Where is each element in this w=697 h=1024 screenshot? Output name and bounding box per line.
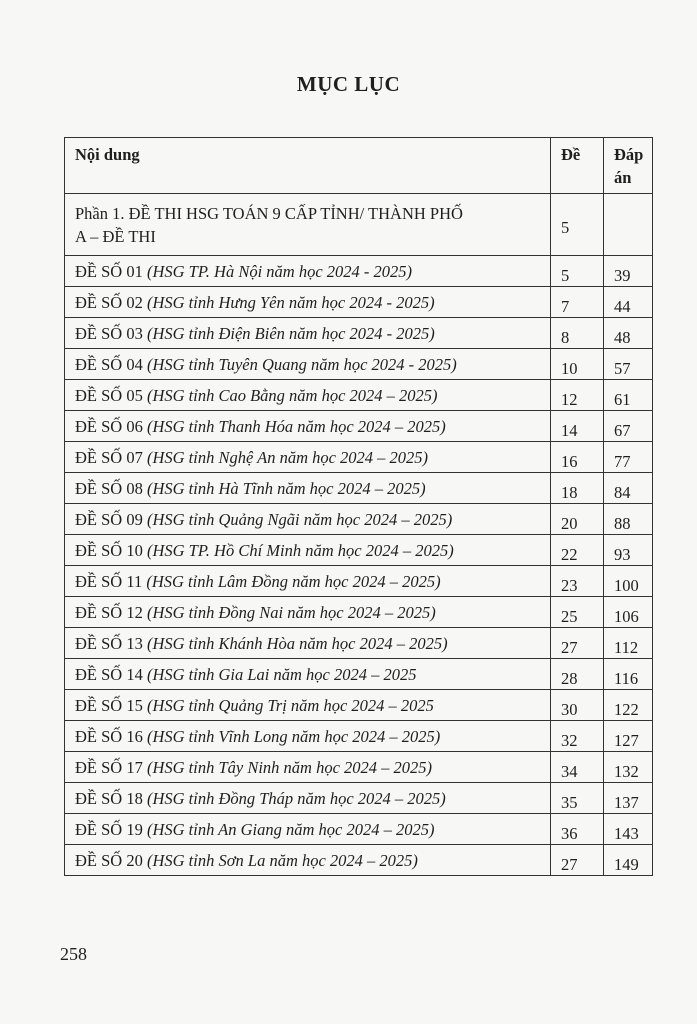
row-detail: (HSG tỉnh Sơn La năm học 2024 – 2025) — [146, 850, 418, 870]
table-row — [65, 349, 653, 380]
table-row — [65, 287, 653, 318]
row-detail: (HSG tỉnh Hà Tĩnh năm học 2024 – 2025) — [146, 478, 426, 498]
row-exam-page: 36 — [551, 814, 604, 845]
row-detail: (HSG tỉnh Vĩnh Long năm học 2024 – 2025) — [146, 726, 441, 746]
row-answer-page: 137 — [604, 783, 653, 814]
row-content — [65, 783, 551, 814]
row-content — [65, 721, 551, 752]
row-label: ĐỀ SỐ 01 — [75, 261, 143, 281]
table-row — [65, 473, 653, 504]
row-label: ĐỀ SỐ 03 — [75, 323, 143, 343]
part-title — [65, 194, 551, 256]
row-label: ĐỀ SỐ 14 — [75, 664, 143, 684]
table-row — [65, 752, 653, 783]
header-content: Nội dung — [65, 138, 551, 194]
row-label: ĐỀ SỐ 02 — [75, 292, 143, 312]
row-exam-page: 5 — [551, 256, 604, 287]
row-answer-page: 48 — [604, 318, 653, 349]
table-row — [65, 442, 653, 473]
row-detail: (HSG TP. Hồ Chí Minh năm học 2024 – 2025) — [146, 540, 454, 560]
row-detail: (HSG tỉnh Điện Biên năm học 2024 - 2025) — [146, 323, 435, 343]
row-answer-page: 57 — [604, 349, 653, 380]
row-exam-page: 27 — [551, 628, 604, 659]
row-detail: (HSG tỉnh Khánh Hòa năm học 2024 – 2025) — [146, 633, 448, 653]
row-label: ĐỀ SỐ 16 — [75, 726, 143, 746]
row-answer-page: 106 — [604, 597, 653, 628]
row-detail: (HSG tỉnh Quảng Trị năm học 2024 – 2025 — [146, 695, 434, 715]
header-exam: Đề — [551, 138, 604, 194]
row-content — [65, 566, 551, 597]
table-row — [65, 721, 653, 752]
row-content — [65, 349, 551, 380]
table-header-row — [65, 138, 653, 194]
row-content — [65, 659, 551, 690]
row-label: ĐỀ SỐ 12 — [75, 602, 143, 622]
row-answer-page: 88 — [604, 504, 653, 535]
row-label: ĐỀ SỐ 04 — [75, 354, 143, 374]
row-label: ĐỀ SỐ 15 — [75, 695, 143, 715]
row-detail: (HSG tỉnh Nghệ An năm học 2024 – 2025) — [146, 447, 429, 467]
row-label: ĐỀ SỐ 19 — [75, 819, 143, 839]
row-exam-page: 14 — [551, 411, 604, 442]
row-detail: (HSG tỉnh Lâm Đồng năm học 2024 – 2025) — [146, 571, 441, 591]
row-label: ĐỀ SỐ 05 — [75, 385, 143, 405]
row-exam-page: 27 — [551, 845, 604, 876]
row-exam-page: 8 — [551, 318, 604, 349]
row-answer-page: 112 — [604, 628, 653, 659]
table-row — [65, 504, 653, 535]
row-detail: (HSG tỉnh Đồng Tháp năm học 2024 – 2025) — [146, 788, 446, 808]
row-answer-page: 132 — [604, 752, 653, 783]
table-row — [65, 597, 653, 628]
row-content — [65, 504, 551, 535]
row-detail: (HSG tỉnh Gia Lai năm học 2024 – 2025 — [146, 664, 417, 684]
row-label: ĐỀ SỐ 08 — [75, 478, 143, 498]
page-title: MỤC LỤC — [296, 72, 401, 96]
row-answer-page: 122 — [604, 690, 653, 721]
row-detail: (HSG tỉnh Hưng Yên năm học 2024 - 2025) — [146, 292, 435, 312]
row-content — [65, 690, 551, 721]
row-answer-page: 149 — [604, 845, 653, 876]
row-content — [65, 845, 551, 876]
table-row — [65, 380, 653, 411]
row-detail: (HSG tỉnh Thanh Hóa năm học 2024 – 2025) — [146, 416, 446, 436]
row-exam-page: 22 — [551, 535, 604, 566]
row-content — [65, 411, 551, 442]
row-detail: (HSG tỉnh Tuyên Quang năm học 2024 - 2025) — [146, 354, 457, 374]
table-row — [65, 566, 653, 597]
row-exam-page: 12 — [551, 380, 604, 411]
row-answer-page: 61 — [604, 380, 653, 411]
row-detail: (HSG tỉnh Đồng Nai năm học 2024 – 2025) — [146, 602, 436, 622]
part-exam-page: 5 — [551, 194, 604, 256]
part-title-line1: Phần 1. ĐỀ THI HSG TOÁN 9 CẤP TỈNH/ THÀNH PHỐ — [75, 203, 463, 223]
row-label: ĐỀ SỐ 10 — [75, 540, 143, 560]
table-row — [65, 411, 653, 442]
table-row — [65, 783, 653, 814]
table-row — [65, 628, 653, 659]
header-answer-line2: án — [614, 168, 632, 187]
row-content — [65, 597, 551, 628]
page-number: 258 — [60, 944, 87, 964]
row-content — [65, 256, 551, 287]
row-answer-page: 84 — [604, 473, 653, 504]
row-exam-page: 34 — [551, 752, 604, 783]
row-label: ĐỀ SỐ 09 — [75, 509, 143, 529]
row-label: ĐỀ SỐ 18 — [75, 788, 143, 808]
row-answer-page: 93 — [604, 535, 653, 566]
row-answer-page: 67 — [604, 411, 653, 442]
row-content — [65, 287, 551, 318]
row-exam-page: 28 — [551, 659, 604, 690]
table-of-contents — [64, 137, 653, 876]
row-exam-page: 32 — [551, 721, 604, 752]
table-row — [65, 535, 653, 566]
row-detail: (HSG tỉnh Quảng Ngãi năm học 2024 – 2025) — [146, 509, 453, 529]
row-answer-page: 143 — [604, 814, 653, 845]
row-content — [65, 318, 551, 349]
row-exam-page: 10 — [551, 349, 604, 380]
row-answer-page: 44 — [604, 287, 653, 318]
row-content — [65, 380, 551, 411]
row-exam-page: 25 — [551, 597, 604, 628]
row-label: ĐỀ SỐ 13 — [75, 633, 143, 653]
row-exam-page: 7 — [551, 287, 604, 318]
row-detail: (HSG tỉnh An Giang năm học 2024 – 2025) — [146, 819, 435, 839]
row-label: ĐỀ SỐ 20 — [75, 850, 143, 870]
row-detail: (HSG tỉnh Tây Ninh năm học 2024 – 2025) — [146, 757, 433, 777]
row-answer-page: 127 — [604, 721, 653, 752]
row-detail: (HSG tỉnh Cao Bằng năm học 2024 – 2025) — [146, 385, 438, 405]
table-row — [65, 690, 653, 721]
table-row — [65, 814, 653, 845]
row-label: ĐỀ SỐ 17 — [75, 757, 143, 777]
part-title-line2: A – ĐỀ THI — [75, 226, 156, 246]
row-content — [65, 442, 551, 473]
row-content — [65, 473, 551, 504]
part-row — [65, 194, 653, 256]
row-answer-page: 77 — [604, 442, 653, 473]
row-answer-page: 100 — [604, 566, 653, 597]
table-row — [65, 256, 653, 287]
part-answer-page — [604, 194, 653, 256]
table-row — [65, 659, 653, 690]
row-answer-page: 39 — [604, 256, 653, 287]
row-exam-page: 20 — [551, 504, 604, 535]
row-exam-page: 18 — [551, 473, 604, 504]
row-exam-page: 23 — [551, 566, 604, 597]
row-label: ĐỀ SỐ 07 — [75, 447, 143, 467]
row-exam-page: 16 — [551, 442, 604, 473]
header-answer-line1: Đáp — [614, 145, 644, 164]
header-answer — [604, 138, 653, 194]
row-content — [65, 535, 551, 566]
row-answer-page: 116 — [604, 659, 653, 690]
row-exam-page: 30 — [551, 690, 604, 721]
row-label: ĐỀ SỐ 11 — [75, 571, 143, 591]
row-detail: (HSG TP. Hà Nội năm học 2024 - 2025) — [146, 261, 413, 281]
row-content — [65, 628, 551, 659]
table-row — [65, 318, 653, 349]
table-row — [65, 845, 653, 876]
row-content — [65, 752, 551, 783]
row-label: ĐỀ SỐ 06 — [75, 416, 143, 436]
row-content — [65, 814, 551, 845]
row-exam-page: 35 — [551, 783, 604, 814]
